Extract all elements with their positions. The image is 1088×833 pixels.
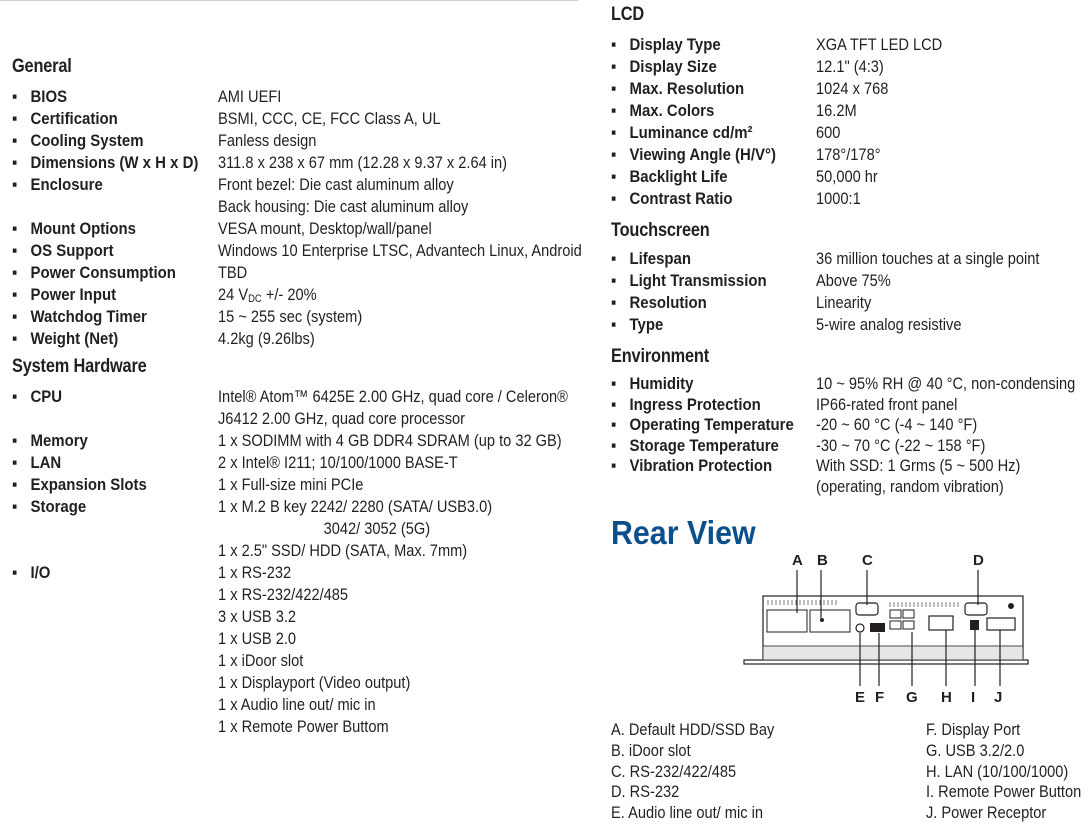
spec-row bbox=[611, 373, 1088, 394]
spec-label: ▪ Operating Temperature bbox=[611, 414, 794, 436]
spec-value: -20 ~ 60 °C (-4 ~ 140 °F) bbox=[816, 415, 978, 434]
spec-row-continuation bbox=[12, 408, 582, 430]
top-rule bbox=[0, 0, 578, 1]
spec-label: ▪ Type bbox=[611, 314, 663, 336]
spec-row bbox=[12, 108, 582, 130]
spec-label: ▪ Max. Colors bbox=[611, 100, 714, 122]
spec-value: 5-wire analog resistive bbox=[816, 315, 962, 334]
idoor-slot bbox=[810, 610, 850, 632]
spec-value: 600 bbox=[816, 123, 841, 142]
spec-row-continuation bbox=[12, 628, 582, 650]
legend-item: E. Audio line out/ mic in bbox=[611, 803, 763, 823]
spec-label: ▪ Lifespan bbox=[611, 248, 691, 270]
spec-value: 1 x RS-232 bbox=[218, 563, 292, 582]
section-lcd bbox=[611, 4, 1088, 210]
spec-row bbox=[611, 34, 1088, 56]
section-title: General bbox=[12, 56, 72, 77]
audio-jack bbox=[856, 624, 864, 632]
spec-row bbox=[12, 328, 582, 350]
section-title: System Hardware bbox=[12, 356, 147, 377]
spec-label: ▪ Display Size bbox=[611, 56, 717, 78]
spec-value: 12.1" (4:3) bbox=[816, 57, 884, 76]
spec-label: ▪ LAN bbox=[12, 452, 61, 474]
legend-item: B. iDoor slot bbox=[611, 740, 691, 760]
usb-port bbox=[890, 621, 901, 629]
section-touchscreen bbox=[611, 220, 1088, 336]
spec-value: 36 million touches at a single point bbox=[816, 249, 1040, 268]
spec-label: ▪ Cooling System bbox=[12, 130, 144, 152]
spec-row bbox=[12, 130, 582, 152]
spec-value: 1024 x 768 bbox=[816, 79, 889, 98]
section-environment bbox=[611, 346, 1088, 496]
spec-row bbox=[12, 452, 582, 474]
spec-label: ▪ Certification bbox=[12, 108, 118, 130]
lan-ports bbox=[929, 616, 953, 630]
displayport bbox=[870, 623, 885, 632]
spec-row bbox=[611, 100, 1088, 122]
spec-label: ▪ I/O bbox=[12, 562, 50, 584]
spec-value: 16.2M bbox=[816, 101, 857, 120]
spec-row bbox=[611, 292, 1088, 314]
spec-label: ▪ Dimensions (W x H x D) bbox=[12, 152, 198, 174]
legend-item: G. USB 3.2/2.0 bbox=[926, 740, 1025, 760]
callout-letter: C bbox=[862, 552, 873, 569]
spec-row bbox=[12, 240, 582, 262]
spec-value: 4.2kg (9.26lbs) bbox=[218, 329, 315, 348]
spec-label: ▪ Vibration Protection bbox=[611, 455, 772, 477]
usb-port bbox=[903, 610, 914, 618]
spec-value: 10 ~ 95% RH @ 40 °C, non-condensing bbox=[816, 374, 1076, 393]
spec-row bbox=[611, 122, 1088, 144]
spec-label: ▪ Contrast Ratio bbox=[611, 188, 733, 210]
spec-row-continuation bbox=[12, 694, 582, 716]
spec-label: ▪ Display Type bbox=[611, 34, 721, 56]
spec-value: 1 x Remote Power Buttom bbox=[218, 717, 389, 736]
spec-row-continuation bbox=[611, 476, 1088, 497]
spec-row bbox=[12, 562, 582, 584]
legend-item: F. Display Port bbox=[926, 720, 1021, 739]
spec-label: ▪ Storage bbox=[12, 496, 86, 518]
spec-row bbox=[12, 430, 582, 452]
spec-value: (operating, random vibration) bbox=[816, 476, 1004, 496]
callout-letter: H bbox=[941, 689, 952, 706]
spec-value: 3 x USB 3.2 bbox=[218, 607, 297, 626]
legend-item: J. Power Receptor bbox=[926, 803, 1047, 823]
spec-row bbox=[12, 284, 582, 306]
section-title: Touchscreen bbox=[611, 220, 710, 241]
spec-value: 2 x Intel® I211; 10/100/1000 BASE-T bbox=[218, 453, 458, 472]
spec-row bbox=[611, 144, 1088, 166]
spec-value: -30 ~ 70 °C (-22 ~ 158 °F) bbox=[816, 435, 986, 455]
spec-row-continuation bbox=[12, 540, 582, 562]
spec-value: VESA mount, Desktop/wall/panel bbox=[218, 219, 432, 238]
legend-item: I. Remote Power Button bbox=[926, 782, 1082, 802]
spec-row bbox=[12, 386, 582, 408]
spec-row bbox=[611, 56, 1088, 78]
spec-row bbox=[611, 455, 1088, 476]
spec-label: ▪ Weight (Net) bbox=[12, 328, 118, 350]
spec-row bbox=[611, 394, 1088, 415]
spec-label: ▪ Light Transmission bbox=[611, 270, 767, 292]
spec-value: 311.8 x 238 x 67 mm (12.28 x 9.37 x 2.64 in) bbox=[218, 153, 508, 172]
legend-item: D. RS-232 bbox=[611, 782, 680, 802]
spec-row bbox=[12, 86, 582, 108]
callout-letter: F bbox=[875, 689, 885, 706]
hdd-bay bbox=[767, 610, 807, 632]
spec-value: Linearity bbox=[816, 293, 872, 312]
spec-row-continuation bbox=[12, 606, 582, 628]
spec-value: J6412 2.00 GHz, quad core processor bbox=[218, 409, 466, 428]
rear-panel-diagram bbox=[740, 548, 1030, 708]
spec-label: ▪ OS Support bbox=[12, 240, 114, 262]
spec-value: 1000:1 bbox=[816, 189, 861, 208]
spec-row-continuation bbox=[12, 672, 582, 694]
spec-row bbox=[12, 306, 582, 328]
callout-letter: B bbox=[817, 552, 828, 569]
spec-row bbox=[12, 174, 582, 196]
callout-letter: G bbox=[906, 689, 918, 706]
spec-row bbox=[611, 248, 1088, 270]
spec-label: ▪ BIOS bbox=[12, 86, 67, 108]
spec-value: 1 x RS-232/422/485 bbox=[218, 585, 349, 604]
spec-value: Fanless design bbox=[218, 131, 317, 150]
section-title: LCD bbox=[611, 4, 645, 25]
spec-value: 1 x iDoor slot bbox=[218, 651, 304, 670]
spec-label: ▪ Memory bbox=[12, 430, 88, 452]
spec-row bbox=[611, 314, 1088, 336]
spec-label: ▪ Resolution bbox=[611, 292, 707, 314]
spec-row bbox=[12, 496, 582, 518]
chassis-bezel bbox=[744, 660, 1028, 664]
callout-letter: I bbox=[971, 689, 976, 706]
spec-row-continuation bbox=[12, 584, 582, 606]
spec-value: Windows 10 Enterprise LTSC, Advantech Linux, Android bbox=[218, 241, 582, 260]
spec-row bbox=[12, 152, 582, 174]
spec-row bbox=[12, 262, 582, 284]
section-general bbox=[12, 56, 582, 350]
spec-value: 1 x Displayport (Video output) bbox=[218, 673, 411, 692]
callout-letter: J bbox=[994, 689, 1003, 706]
spec-row bbox=[611, 270, 1088, 292]
spec-value: With SSD: 1 Grms (5 ~ 500 Hz) bbox=[816, 456, 1021, 475]
usb-port bbox=[890, 610, 901, 618]
spec-value: Above 75% bbox=[816, 271, 891, 290]
callout-letter: E bbox=[855, 689, 866, 706]
rs232-port bbox=[965, 603, 987, 615]
spec-value: 1 x USB 2.0 bbox=[218, 629, 297, 648]
section-title: Environment bbox=[611, 346, 709, 367]
spec-value: AMI UEFI bbox=[218, 87, 282, 106]
spec-label: ▪ Power Consumption bbox=[12, 262, 176, 284]
spec-row-continuation bbox=[12, 650, 582, 672]
spec-value: 1 x M.2 B key 2242/ 2280 (SATA/ USB3.0) bbox=[218, 497, 493, 516]
spec-value: Back housing: Die cast aluminum alloy bbox=[218, 197, 469, 216]
spec-label: ▪ Watchdog Timer bbox=[12, 306, 147, 328]
spec-value: 3042/ 3052 (5G) bbox=[218, 519, 431, 538]
spec-value: 178°/178° bbox=[816, 145, 881, 164]
spec-row bbox=[12, 218, 582, 240]
spec-label: ▪ Storage Temperature bbox=[611, 435, 779, 457]
spec-label: ▪ Mount Options bbox=[12, 218, 136, 240]
legend-item: H. LAN (10/100/1000) bbox=[926, 761, 1069, 781]
section-system-hardware bbox=[12, 356, 582, 738]
spec-label: ▪ Power Input bbox=[12, 284, 116, 306]
spec-row-continuation bbox=[12, 518, 582, 540]
spec-row bbox=[611, 188, 1088, 210]
spec-value: 1 x SODIMM with 4 GB DDR4 SDRAM (up to 32 GB) bbox=[218, 431, 562, 450]
legend-right bbox=[926, 720, 1081, 824]
spec-label: ▪ Viewing Angle (H/V°) bbox=[611, 144, 776, 166]
spec-label: ▪ CPU bbox=[12, 386, 62, 408]
spec-row bbox=[611, 78, 1088, 100]
spec-row bbox=[12, 474, 582, 496]
spec-value: 1 x 2.5" SSD/ HDD (SATA, Max. 7mm) bbox=[218, 541, 468, 560]
spec-value: BSMI, CCC, CE, FCC Class A, UL bbox=[218, 109, 441, 128]
spec-label: ▪ Backlight Life bbox=[611, 166, 728, 188]
legend-left bbox=[611, 720, 774, 824]
spec-label: ▪ Enclosure bbox=[12, 174, 103, 196]
power-receptor bbox=[987, 618, 1015, 630]
chassis-foot bbox=[763, 646, 1023, 660]
spec-value: IP66-rated front panel bbox=[816, 394, 958, 414]
spec-value: Intel® Atom™ 6425E 2.00 GHz, quad core / Celeron® bbox=[218, 387, 568, 406]
legend-item: C. RS-232/422/485 bbox=[611, 761, 737, 781]
spec-value: 15 ~ 255 sec (system) bbox=[218, 307, 363, 326]
spec-label: ▪ Humidity bbox=[611, 373, 693, 395]
callout-letter: D bbox=[973, 552, 984, 569]
spec-label: ▪ Max. Resolution bbox=[611, 78, 744, 100]
spec-row-continuation bbox=[12, 196, 582, 218]
spec-label: ▪ Luminance cd/m² bbox=[611, 122, 753, 144]
spec-row bbox=[611, 166, 1088, 188]
remote-power-button bbox=[970, 620, 979, 630]
spec-value: 50,000 hr bbox=[816, 167, 878, 186]
spec-value: XGA TFT LED LCD bbox=[816, 35, 943, 54]
right-column bbox=[611, 4, 1088, 496]
spec-label: ▪ Expansion Slots bbox=[12, 474, 147, 496]
left-column bbox=[12, 56, 582, 738]
spec-value: TBD bbox=[218, 263, 248, 282]
spec-label: ▪ Ingress Protection bbox=[611, 394, 761, 416]
spec-value: 1 x Full-size mini PCIe bbox=[218, 475, 364, 494]
callout-letter: A bbox=[792, 552, 803, 569]
spec-value: 1 x Audio line out/ mic in bbox=[218, 695, 376, 714]
spec-value: 24 VDC +/- 20% bbox=[218, 285, 317, 305]
spec-row bbox=[611, 435, 1088, 456]
spec-row bbox=[611, 414, 1088, 435]
usb-port bbox=[903, 621, 914, 629]
legend-item: A. Default HDD/SSD Bay bbox=[611, 720, 775, 739]
spec-value: Front bezel: Die cast aluminum alloy bbox=[218, 175, 454, 194]
spec-row-continuation bbox=[12, 716, 582, 738]
rear-view-title: Rear View bbox=[611, 514, 756, 551]
